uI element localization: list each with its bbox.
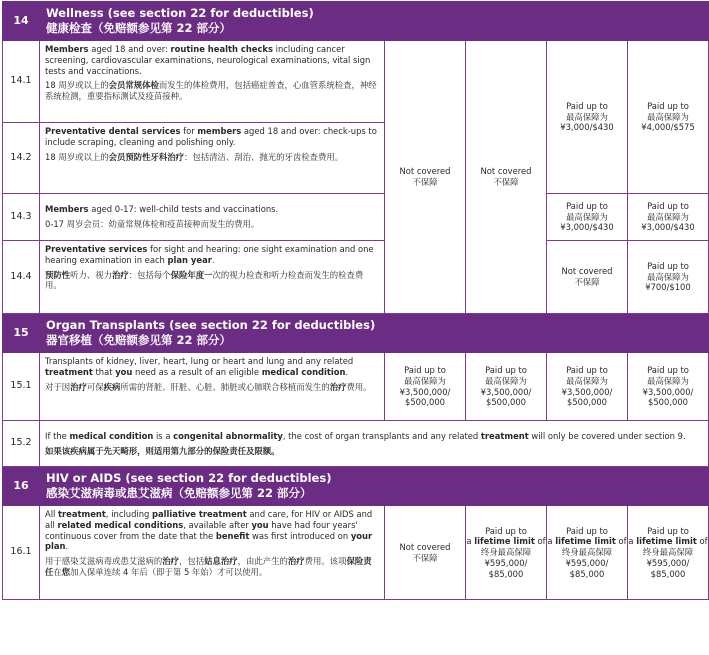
description-cn: 预防性听力、视力治疗：包括每个保险年度一次的视力检查和听力检查而发生的检查费用。 [45,269,364,291]
description-cn: 用于感染艾滋病毒或患艾滋病的治疗，包括姑息治疗，由此产生的治疗费用。该项保险责任在您加入保单连续 4 年后（即于第 5 年始）才可以使用。 [45,556,372,577]
benefits-table-page [2,1,708,653]
section-title-en: HIV or AIDS (see section 22 for deductibles) [46,471,332,486]
coverage-cell: Not covered 不保障 [385,41,466,314]
description-cn: 0-17 周岁会员：幼童常规体检和疫苗接种而发生的费用。 [45,219,260,229]
section-title [40,2,709,41]
row-number: 15.2 [3,421,40,467]
description-cn: 对于因治疗可保疾病所需的肾脏、肝脏、心脏、肺脏或心肺联合移植而发生的治疗费用。 [45,381,372,392]
table-row [3,353,709,421]
coverage-cell: Not covered 不保障 [466,41,547,314]
coverage-cell: Paid up to 最高保障为 ¥3,500,000/ $500,000 [466,353,547,421]
section-title-en: Organ Transplants (see section 22 for deductibles) [46,318,376,333]
section-title [40,314,709,353]
section-title-cn: 感染艾滋病毒或患艾滋病（免赔额参见第 22 部分） [46,486,312,500]
section-title-cn: 器官移植（免赔额参见第 22 部分） [46,333,232,347]
coverage-cell: Paid up to 最高保障为 ¥4,000/$575 [628,41,709,194]
section-title-en: Wellness (see section 22 for deductibles) [46,6,314,21]
description-cn: 如果该疾病属于先天畸形，则适用第九部分的保险责任及限额。 [45,445,280,456]
benefits-table [2,1,709,600]
row-number: 14.2 [3,123,40,194]
description-en: If the medical condition is a congenital abnormality, the cost of organ transplants and any related treatment will only be covered under section 9. [45,430,686,441]
section-number: 15 [3,314,40,353]
table-row [3,194,709,241]
section-title [40,467,709,506]
row-description [40,421,709,467]
description-en: Preventative services for sight and hearing: one sight examination and one hearing examination in each plan year. [45,244,374,265]
section-number: 16 [3,467,40,506]
row-number: 14.4 [3,241,40,314]
description-cn: 18 周岁或以上的会员常规体检而发生的体检费用，包括癌症普查，心血管系统检查，神经系统检测，重要指标测试及疫苗接种。 [45,80,377,101]
section-header-14 [3,2,709,41]
section-number: 14 [3,2,40,41]
coverage-cell: Not covered 不保障 [547,241,628,314]
coverage-cell: Paid up to a lifetime limit of 终身最高保障 ¥595,000/ $85,000 [466,506,547,600]
coverage-cell: Paid up to 最高保障为 ¥3,000/$430 [547,194,628,241]
description-en: Transplants of kidney, liver, heart, lung or heart and lung and any related treatment that you need as a result of an eligible medical condition. [45,356,354,377]
description-en: Members aged 18 and over: routine health checks including cancer screening, cardiovascular examinations, neurological examinations, vital sign tests and vaccinations. [45,44,371,76]
row-number: 15.1 [3,353,40,421]
row-description [40,41,385,123]
coverage-cell: Paid up to a lifetime limit of 终身最高保障 ¥595,000/ $85,000 [547,506,628,600]
row-number: 14.1 [3,41,40,123]
section-header-16 [3,467,709,506]
row-description [40,506,385,600]
row-number: 16.1 [3,506,40,600]
coverage-cell: Paid up to 最高保障为 ¥700/$100 [628,241,709,314]
coverage-cell: Paid up to 最高保障为 ¥3,000/$430 [628,194,709,241]
table-row [3,506,709,600]
row-description [40,241,385,314]
coverage-cell: Paid up to 最高保障为 ¥3,500,000/ $500,000 [385,353,466,421]
row-description [40,353,385,421]
row-description [40,194,385,241]
description-en: All treatment, including palliative treatment and care, for HIV or AIDS and all related medical conditions, available after you have had four years' continuous cover from the date that the benefit was first introduced on your plan. [45,509,373,552]
section-header-15 [3,314,709,353]
description-en: Members aged 0-17: well-child tests and vaccinations. [45,204,279,215]
coverage-cell: Paid up to 最高保障为 ¥3,000/$430 [547,41,628,194]
row-number: 14.3 [3,194,40,241]
table-row [3,421,709,467]
table-row [3,241,709,314]
coverage-cell: Paid up to 最高保障为 ¥3,500,000/ $500,000 [547,353,628,421]
description-en: Preventative dental services for members aged 18 and over: check-ups to include scraping, cleaning and polishing only. [45,126,377,147]
table-row [3,41,709,123]
row-description [40,123,385,194]
section-title-cn: 健康检查（免赔额参见第 22 部分） [46,21,232,35]
coverage-cell: Not covered 不保障 [385,506,466,600]
coverage-cell: Paid up to a lifetime limit of 终身最高保障 ¥595,000/ $85,000 [628,506,709,600]
description-cn: 18 周岁或以上的会员预防性牙科治疗：包括清洁、刮治、抛光的牙齿检查费用。 [45,151,344,162]
coverage-cell: Paid up to 最高保障为 ¥3,500,000/ $500,000 [628,353,709,421]
